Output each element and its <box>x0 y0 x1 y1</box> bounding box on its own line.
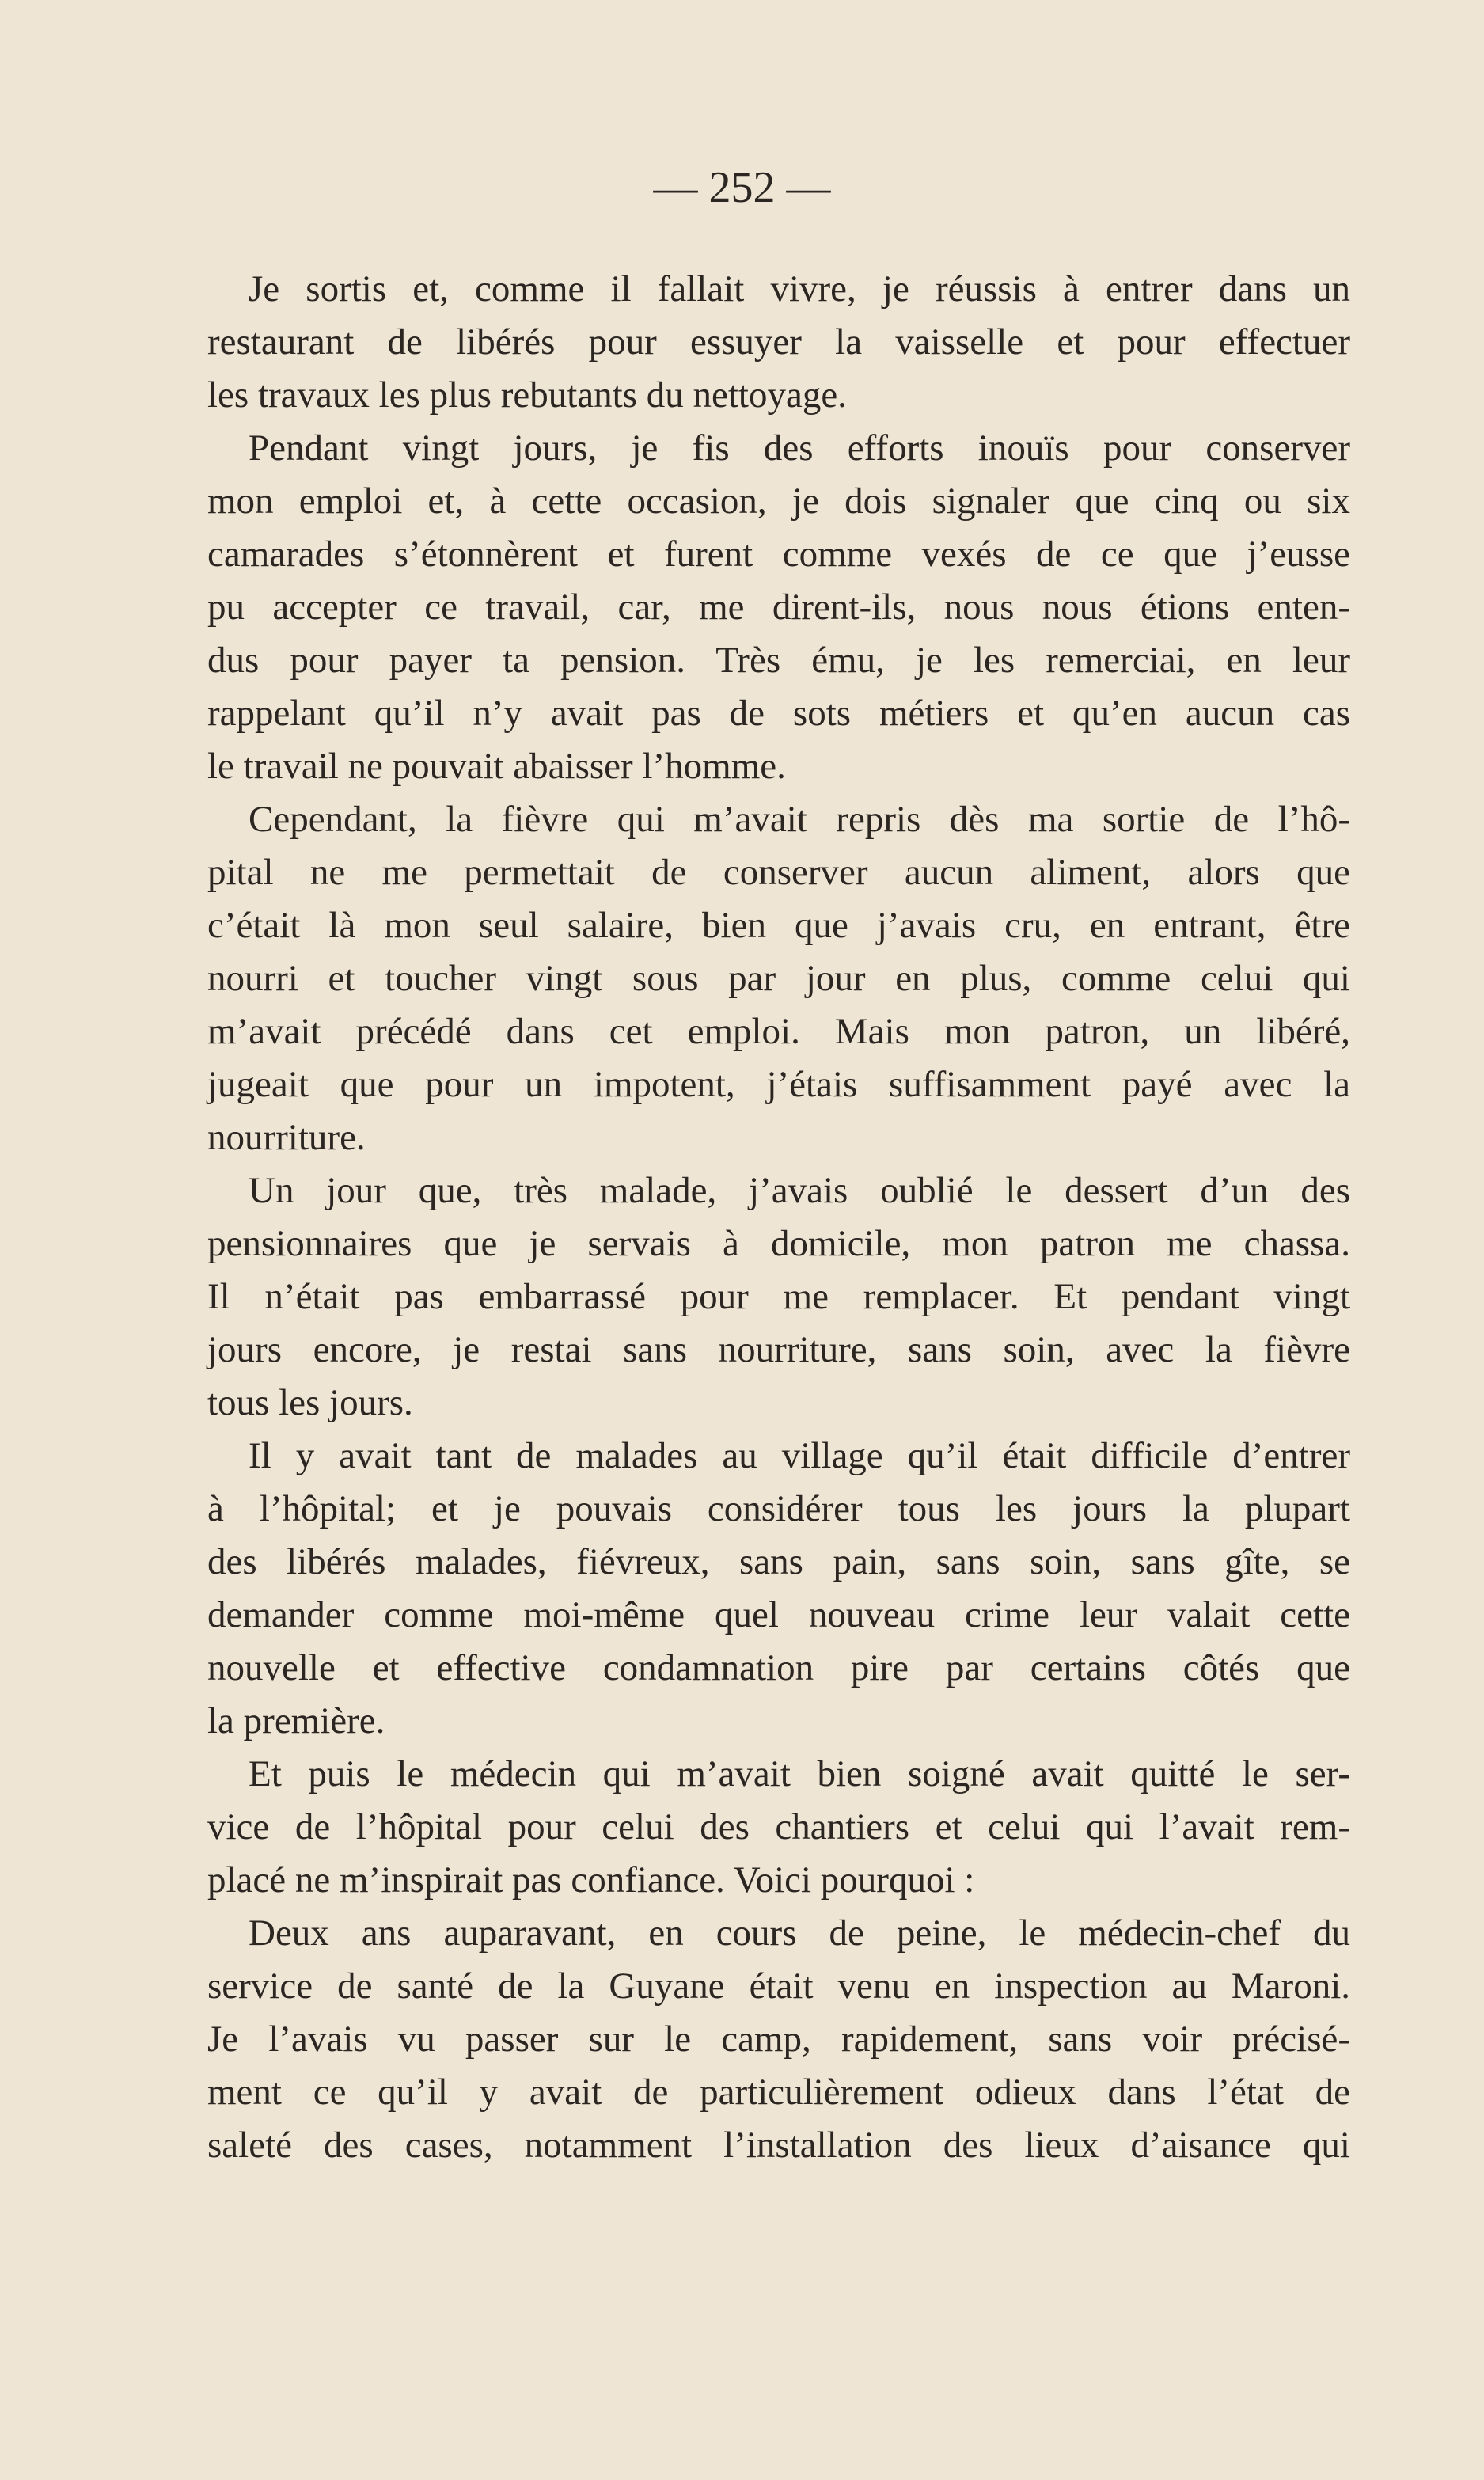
text-line: Il y avait tant de malades au village qu’il était difficile d’entrer <box>249 1435 1350 1476</box>
text-line: mon emploi et, à cette occasion, je dois signaler que cinq ou six <box>207 480 1350 522</box>
page-number: — 252 — <box>653 163 831 212</box>
text-line: camarades s’étonnèrent et furent comme vexés de ce que j’eusse <box>207 534 1350 575</box>
text-line: à l’hôpital; et je pouvais considérer tous les jours la plupart <box>207 1488 1350 1529</box>
text-line: pensionnaires que je servais à domicile, mon patron me chassa. <box>207 1223 1350 1264</box>
text-line: saleté des cases, notamment l’installation des lieux d’aisance qui <box>207 2125 1350 2166</box>
text-line: nouvelle et effective condamnation pire par certains côtés que <box>207 1647 1350 1688</box>
text-line: Je l’avais vu passer sur le camp, rapidement, sans voir précisé- <box>207 2019 1350 2060</box>
text-line: ment ce qu’il y avait de particulièrement odieux dans l’état de <box>207 2072 1350 2113</box>
text-line: nourriture. <box>207 1117 366 1158</box>
text-line: pu accepter ce travail, car, me dirent-ils, nous nous étions enten- <box>207 587 1350 628</box>
text-line: Et puis le médecin qui m’avait bien soigné avait quitté le ser- <box>249 1753 1350 1794</box>
text-line: dus pour payer ta pension. Très ému, je les remerciai, en leur <box>207 640 1350 681</box>
text-line: Je sortis et, comme il fallait vivre, je réussis à entrer dans un <box>249 268 1350 310</box>
text-line: tous les jours. <box>207 1382 413 1423</box>
text-line: jours encore, je restai sans nourriture, sans soin, avec la fièvre <box>207 1329 1350 1370</box>
body-text <box>207 263 1350 2172</box>
text-line: Pendant vingt jours, je fis des efforts inouïs pour conserver <box>249 427 1350 469</box>
text-line: pital ne me permettait de conserver aucun aliment, alors que <box>207 852 1350 893</box>
text-line: placé ne m’inspirait pas confiance. Voici pourquoi : <box>207 1859 975 1901</box>
text-line: Un jour que, très malade, j’avais oublié le dessert d’un des <box>249 1170 1350 1211</box>
text-line: nourri et toucher vingt sous par jour en plus, comme celui qui <box>207 958 1350 999</box>
text-line: Deux ans auparavant, en cours de peine, le médecin-chef du <box>249 1912 1350 1954</box>
text-line: le travail ne pouvait abaisser l’homme. <box>207 746 786 787</box>
text-line: service de santé de la Guyane était venu en inspection au Maroni. <box>207 1965 1350 2007</box>
text-line: jugeait que pour un impotent, j’étais suffisamment payé avec la <box>207 1064 1350 1105</box>
text-line: demander comme moi-même quel nouveau crime leur valait cette <box>207 1594 1350 1635</box>
text-line: m’avait précédé dans cet emploi. Mais mon patron, un libéré, <box>207 1011 1350 1052</box>
text-line: Cependant, la fièvre qui m’avait repris dès ma sortie de l’hô- <box>249 799 1350 840</box>
text-line: restaurant de libérés pour essuyer la vaisselle et pour effectuer <box>207 321 1350 363</box>
text-line: vice de l’hôpital pour celui des chantiers et celui qui l’avait rem- <box>207 1806 1350 1848</box>
text-line: rappelant qu’il n’y avait pas de sots métiers et qu’en aucun cas <box>207 693 1350 734</box>
text-line: des libérés malades, fiévreux, sans pain, sans soin, sans gîte, se <box>207 1541 1350 1582</box>
text-line: c’était là mon seul salaire, bien que j’avais cru, en entrant, être <box>207 905 1350 946</box>
text-line: les travaux les plus rebutants du nettoyage. <box>207 374 847 416</box>
text-line: Il n’était pas embarrassé pour me remplacer. Et pendant vingt <box>207 1276 1350 1317</box>
text-line: la première. <box>207 1700 385 1741</box>
